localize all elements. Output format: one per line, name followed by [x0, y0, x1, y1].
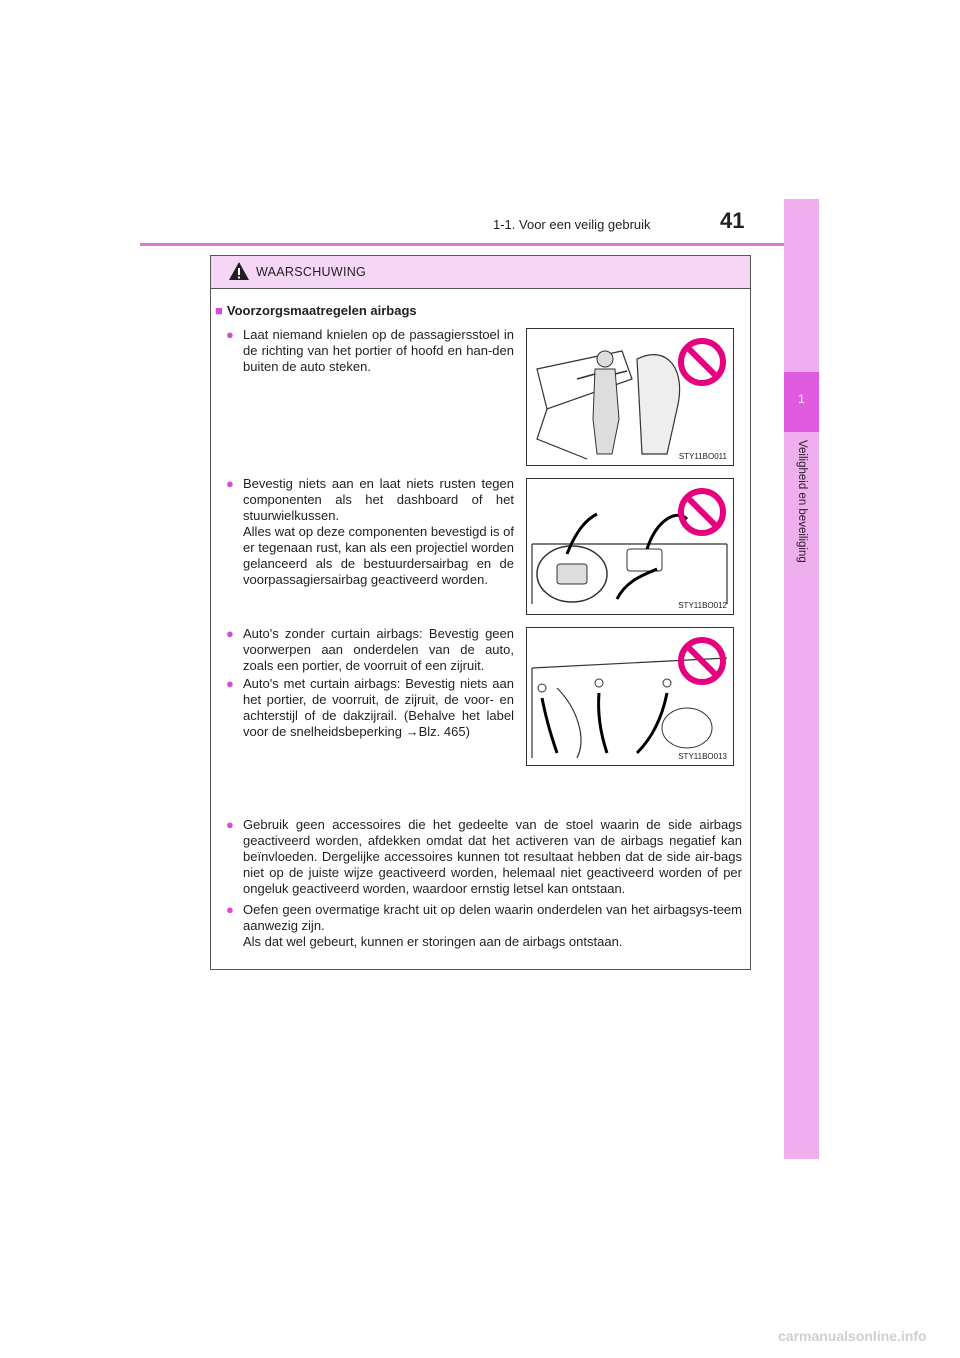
item-text: Bevestig niets aan en laat niets rusten tegen componenten als het dashboard of het stuurwielkussen. [243, 476, 514, 523]
bullet-item [226, 476, 515, 588]
figure-code: STY11BO012 [678, 601, 727, 610]
chapter-title-vertical [780, 440, 824, 600]
figure-dashboard [526, 478, 734, 615]
item-text-continued: Als dat wel gebeurt, kunnen er storingen aan de airbags ontstaan. [243, 934, 623, 949]
prohibition-icon [677, 487, 727, 537]
prohibition-icon [677, 337, 727, 387]
item-text: Oefen geen overmatige kracht uit op delen waarin onderdelen van het airbagsys-teem aanwezig zijn. [243, 902, 742, 933]
warning-triangle-icon [228, 261, 250, 286]
bullet-item [226, 902, 742, 950]
figure-door-pillars [526, 627, 734, 766]
item-text: Auto's met curtain airbags: Bevestig niets aan het portier, de voorruit, de zijruit, de voor- en achterstijl of de dakzijrail. (Behalve het label voor de snelheidsbeperking →Blz. 465) [243, 676, 514, 739]
bullet-icon: ● [226, 817, 234, 832]
warning-title: WAARSCHUWING [256, 265, 367, 279]
section-heading-text: Voorzorgsmaatregelen airbags [226, 303, 417, 318]
bullet-icon: ● [226, 902, 234, 917]
item-text: Auto's zonder curtain airbags: Bevestig geen voorwerpen aan onderdelen van de auto, zoals een portier, de voorruit of een zijruit. [243, 626, 514, 673]
prohibition-icon [677, 636, 727, 686]
watermark: carmanualsonline.info [778, 1328, 927, 1344]
bullet-item [226, 676, 514, 740]
section-heading [215, 303, 417, 318]
square-bullet-icon: ■ [215, 303, 223, 318]
chapter-number: 1 [798, 392, 805, 406]
item-text: Gebruik geen accessoires die het gedeelte van de stoel waarin de side airbags geactiveerd worden, afdekken omdat dat het activeren van de airbags negatief kan beïnvloeden. Dergelijke accessoires kunnen tot resultaat hebben dat de side air-bags niet op de juiste wijze geactiveerd worden, helemaal niet geactiveerd worden of per ongeluk geactiveerd worden, waardoor ernstig letsel kan ontstaan. [243, 817, 742, 896]
bullet-item [226, 626, 514, 674]
bullet-icon: ● [226, 327, 234, 342]
bullet-icon: ● [226, 626, 234, 641]
bullet-icon: ● [226, 676, 234, 691]
bullet-item [226, 817, 742, 897]
figure-code: STY11BO013 [678, 752, 727, 761]
header-divider [140, 243, 818, 246]
item-text: Laat niemand knielen op de passagiersstoel in de richting van het portier of hoofd en han-den buiten de auto steken. [243, 327, 514, 374]
figure-passenger-kneeling [526, 328, 734, 466]
bullet-item [226, 327, 514, 375]
chapter-title: Veiligheid en beveiliging [796, 440, 808, 563]
chapter-side-tab [784, 199, 819, 1159]
figure-code: STY11BO011 [678, 452, 727, 461]
running-header-section: 1-1. Voor een veilig gebruik [493, 217, 651, 232]
item-text-continued: Alles wat op deze componenten bevestigd is of er tegenaan rust, kan als een projectiel worden gelanceerd als de bestuurdersairbag en de voorpassagiersairbag geactiveerd worden. [243, 524, 515, 587]
page-number: 41 [720, 208, 745, 233]
warning-header [211, 256, 750, 289]
bullet-icon: ● [226, 476, 234, 491]
